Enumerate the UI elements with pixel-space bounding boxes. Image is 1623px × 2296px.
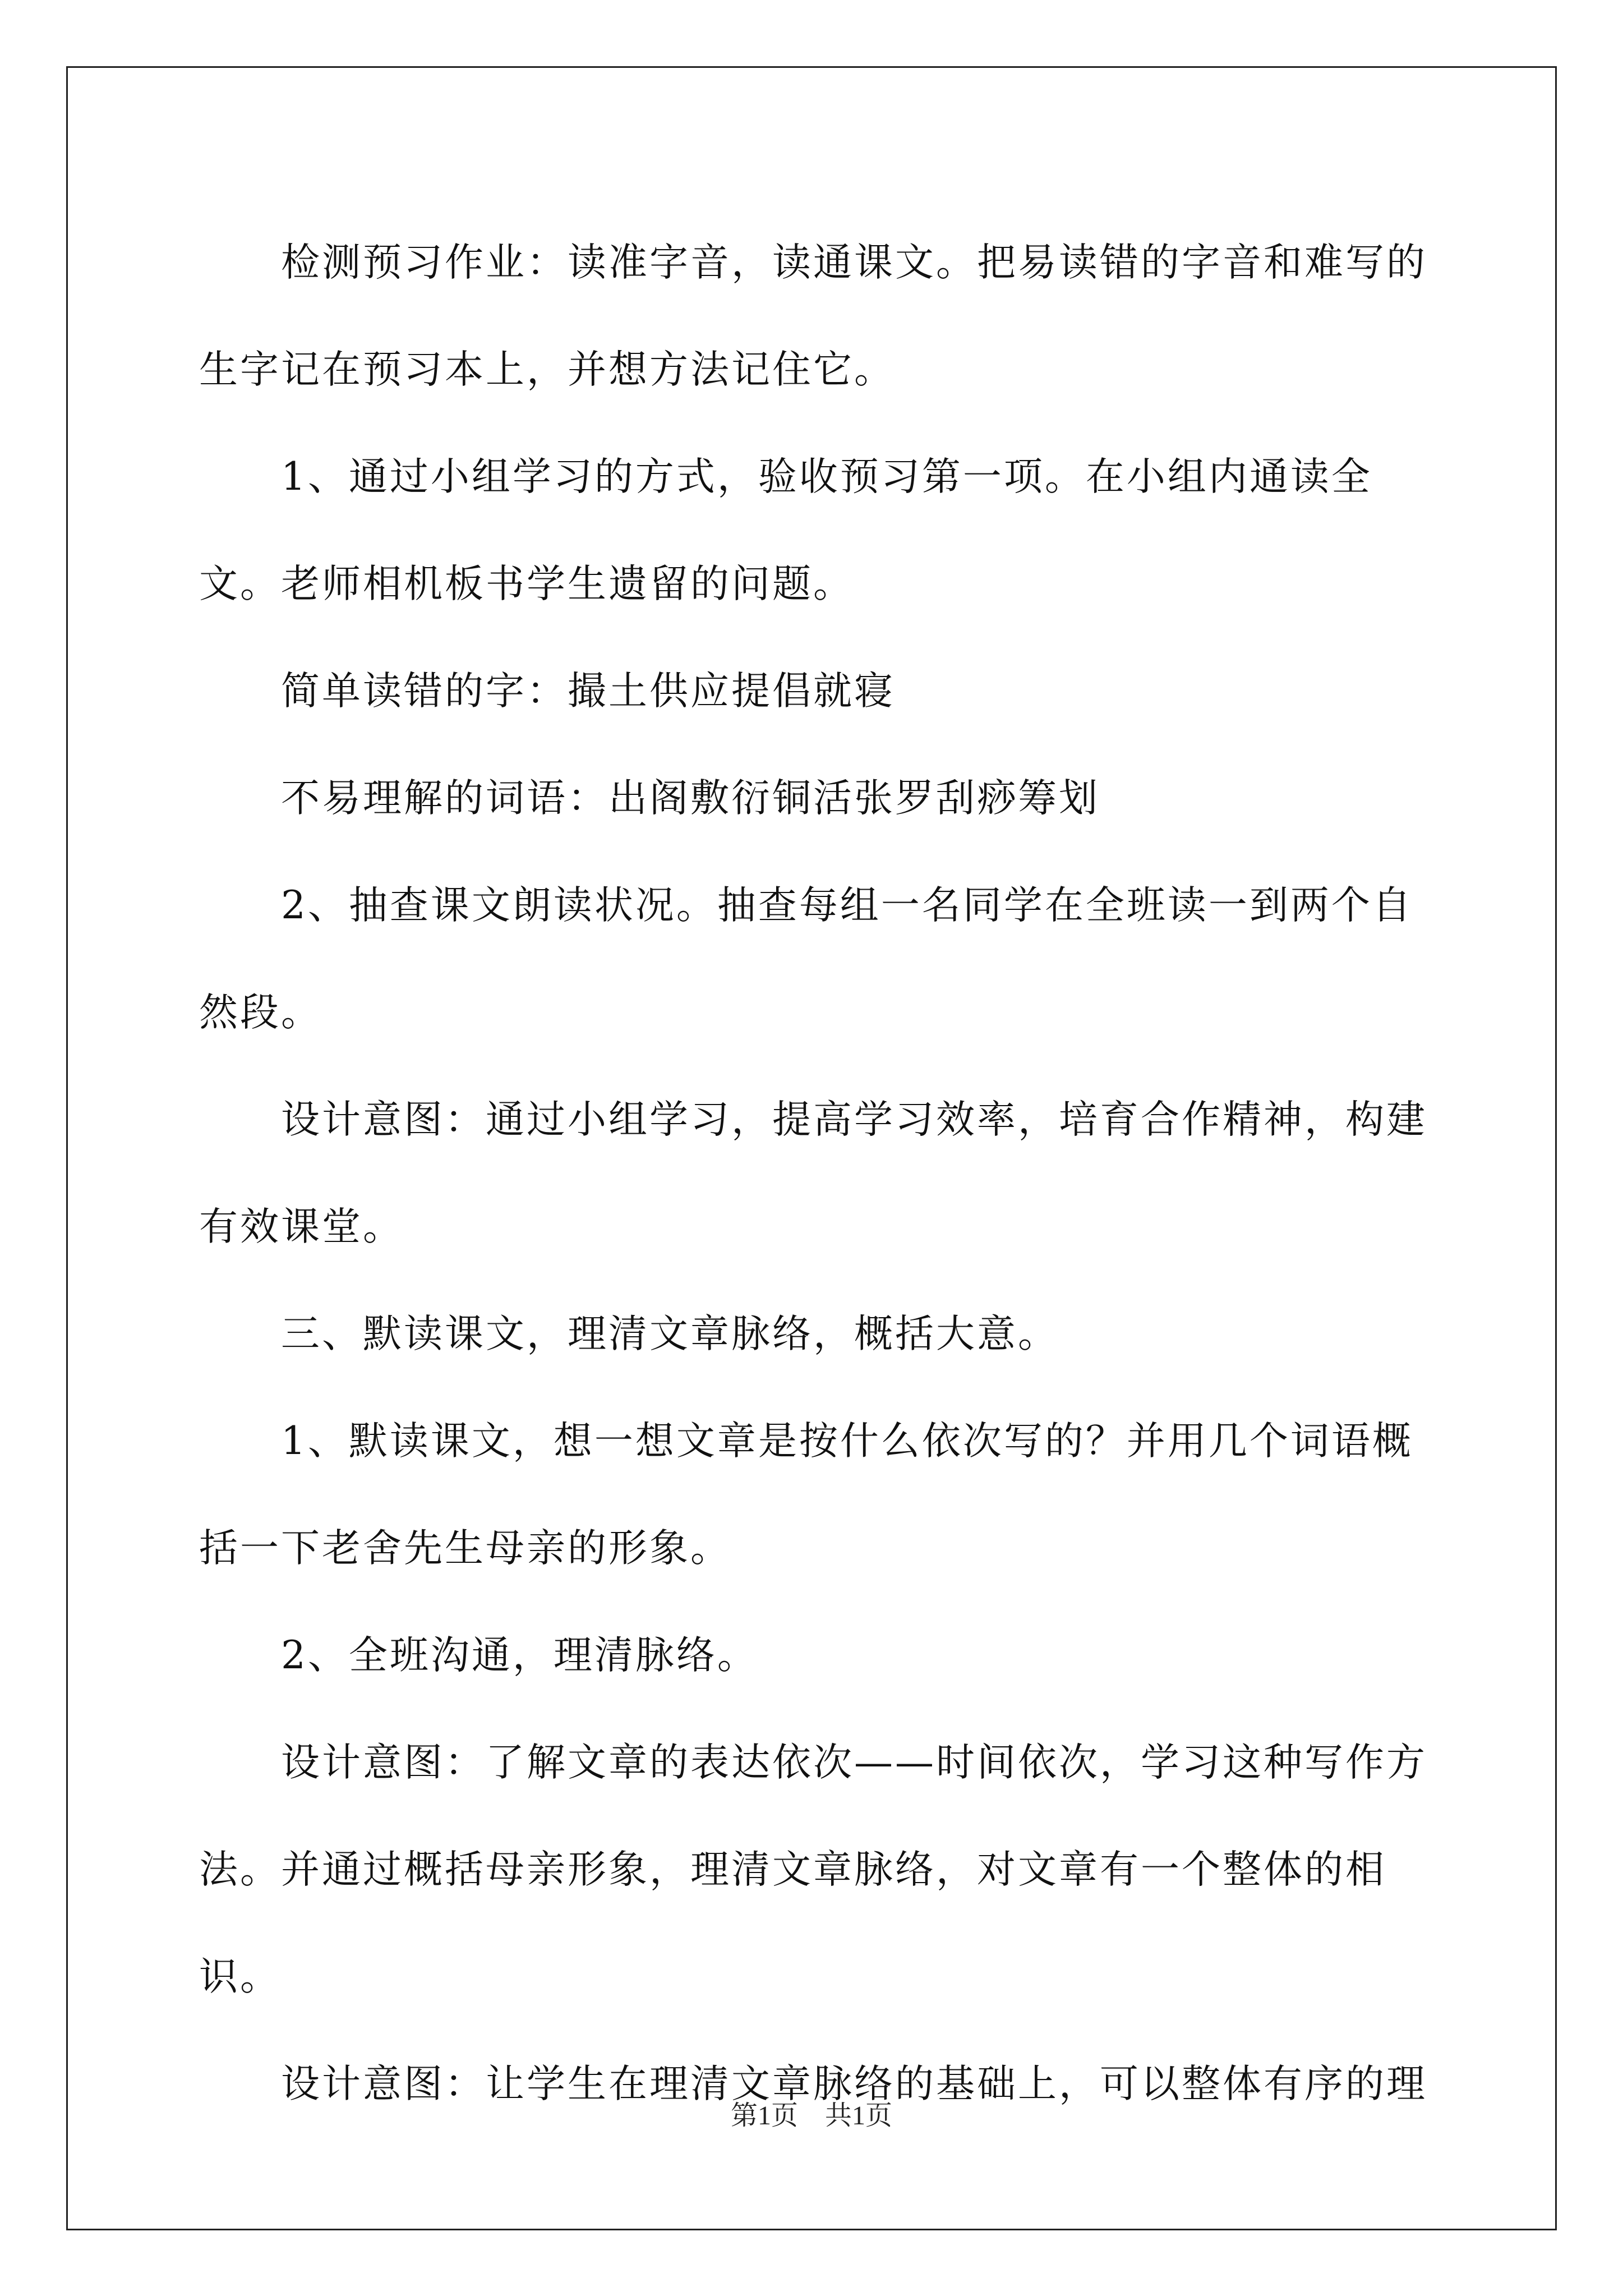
paragraph: 不易理解的词语：出阁敷衍铜活张罗刮痧筹划 xyxy=(281,776,1100,821)
page-footer xyxy=(0,2093,1623,2132)
paragraph: 1、通过小组学习的方式，验收预习第一项。在小组内通读全文。老师相机板书学生遗留的问题。 xyxy=(199,454,1372,606)
paragraph: 设计意图：通过小组学习，提高学习效率，培育合作精神，构建有效课堂。 xyxy=(199,1097,1427,1249)
document-body xyxy=(199,209,1430,2138)
page-number: 第1页 xyxy=(730,2101,798,2131)
paragraph: 简单读错的字：撮土供应提倡就寝 xyxy=(281,669,895,714)
paragraph: 2、抽查课文朗读状况。抽查每组一名同学在全班读一到两个自然段。 xyxy=(199,883,1413,1035)
paragraph: 2、全班沟通，理清脉络。 xyxy=(281,1633,758,1678)
paragraph: 1、默读课文，想一想文章是按什么依次写的？并用几个词语概括一下老舍先生母亲的形象。 xyxy=(199,1419,1413,1571)
page-total: 共1页 xyxy=(825,2101,893,2131)
paragraph: 检测预习作业：读准字音，读通课文。把易读错的字音和难写的生字记在预习本上，并想方法记住它。 xyxy=(199,240,1427,392)
section-heading: 三、默读课文，理清文章脉络，概括大意。 xyxy=(281,1312,1059,1356)
paragraph: 设计意图：了解文章的表达依次——时间依次，学习这种写作方法。并通过概括母亲形象，理清文章脉络，对文章有一个整体的相识。 xyxy=(199,1740,1427,1999)
paragraph: 设计意图：让学生在理清文章脉络的基础上，可以整体有序的理 xyxy=(281,2062,1427,2106)
